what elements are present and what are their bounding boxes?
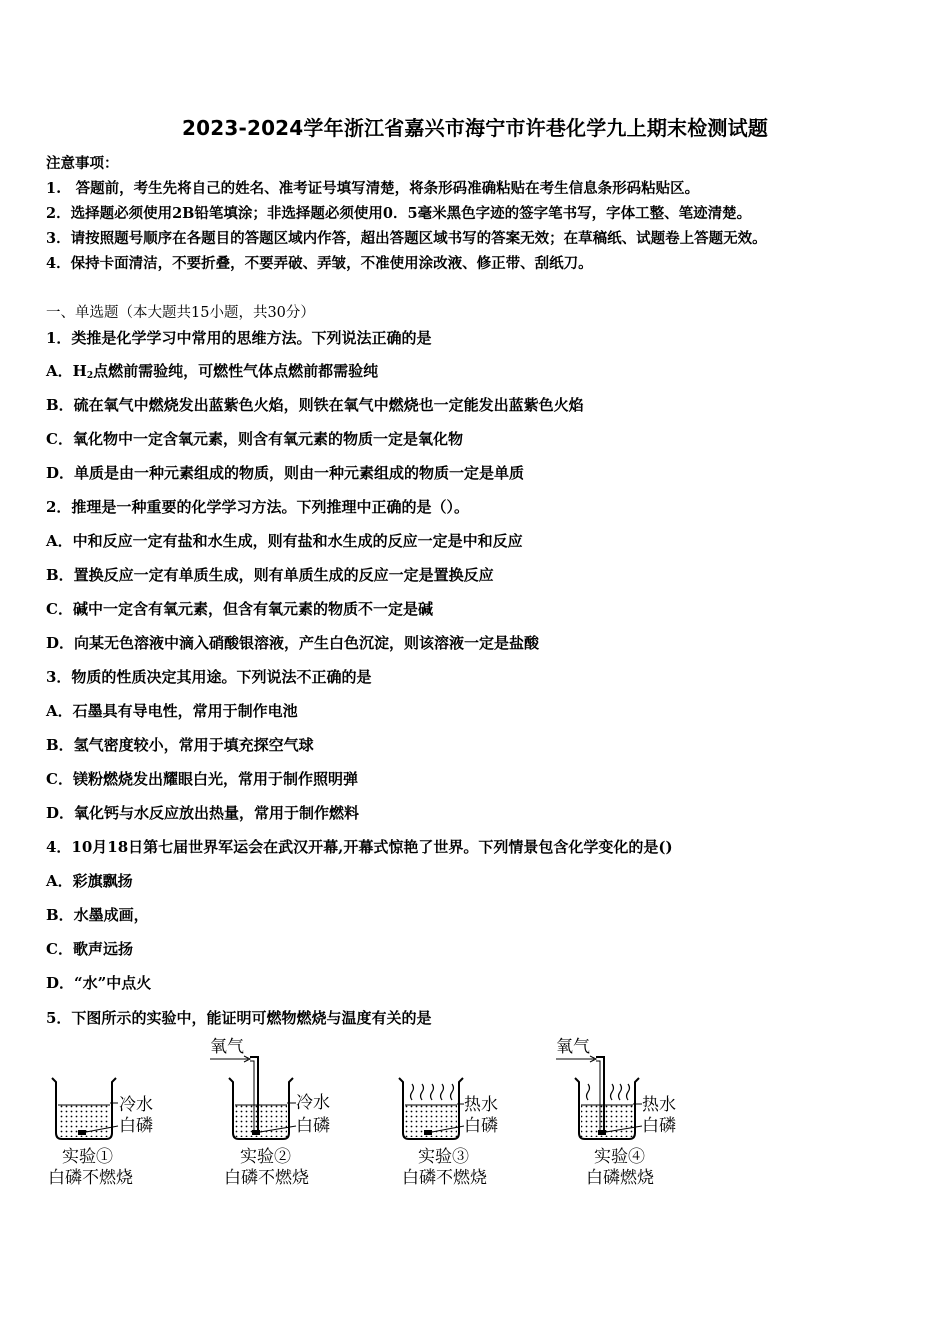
beaker-experiment-3 <box>399 1078 498 1188</box>
question-option: C．歌声远扬 <box>46 940 133 958</box>
water-label: 热水 <box>464 1095 498 1115</box>
question-option: A．$H_2$点燃前需验纯，可燃性气体点燃前都需验纯 <box>46 362 379 381</box>
steam-icon <box>587 1084 630 1100</box>
phosphorus-label: 白磷 <box>296 1116 330 1136</box>
oxygen-label: 氧气 <box>210 1037 244 1057</box>
page-title: 2023-2024学年浙江省嘉兴市海宁市许巷化学九上期末检测试题 <box>181 116 769 140</box>
question-option: B．置换反应一定有单质生成，则有单质生成的反应一定是置换反应 <box>46 566 494 584</box>
notice-item: 3．请按照题号顺序在各题目的答题区域内作答，超出答题区域书写的答案无效；在草稿纸、试题卷上答题无效。 <box>46 230 767 247</box>
white-phosphorus <box>78 1130 86 1135</box>
question-stem: 2．推理是一种重要的化学学习方法。下列推理中正确的是（）。 <box>46 498 469 516</box>
experiment-label: 实验① <box>62 1147 113 1167</box>
experiment-result: 白磷不燃烧 <box>48 1168 133 1188</box>
experiment-result: 白磷不燃烧 <box>224 1168 309 1188</box>
water-label: 热水 <box>642 1095 676 1115</box>
experiment-label: 实验② <box>240 1147 291 1167</box>
water-label: 冷水 <box>119 1095 153 1115</box>
question-option: B．氢气密度较小，常用于填充探空气球 <box>46 736 314 754</box>
white-phosphorus <box>424 1130 432 1135</box>
question-option: A．彩旗飘扬 <box>46 872 133 890</box>
experiment-label: 实验③ <box>418 1147 469 1167</box>
white-phosphorus <box>252 1130 260 1135</box>
question-option: D．氧化钙与水反应放出热量，常用于制作燃料 <box>46 804 360 822</box>
notice-item: 2．选择题必须使用2B铅笔填涂；非选择题必须使用0．5毫米黑色字迹的签字笔书写，字体工整、笔迹清楚。 <box>46 205 752 222</box>
beaker-experiment-4 <box>556 1037 676 1188</box>
question-option: C．镁粉燃烧发出耀眼白光，常用于制作照明弹 <box>46 770 358 788</box>
question-stem: 3．物质的性质决定其用途。下列说法不正确的是 <box>46 668 372 686</box>
question-option: A．中和反应一定有盐和水生成，则有盐和水生成的反应一定是中和反应 <box>46 532 523 550</box>
question-option: D．“水”中点火 <box>46 974 152 992</box>
question-stem: 1．类推是化学学习中常用的思维方法。下列说法正确的是 <box>46 329 432 347</box>
section-heading: 一、单选题（本大题共15小题，共30分） <box>46 305 315 321</box>
phosphorus-label: 白磷 <box>464 1116 498 1136</box>
notice-item: 4．保持卡面清洁，不要折叠，不要弄破、弄皱，不准使用涂改液、修正带、刮纸刀。 <box>46 255 593 272</box>
experiment-label: 实验④ <box>594 1147 645 1167</box>
question-option: A．石墨具有导电性，常用于制作电池 <box>46 702 298 720</box>
phosphorus-label: 白磷 <box>119 1116 153 1136</box>
white-phosphorus <box>598 1130 606 1135</box>
question-stem: 4．10月18日第七届世界军运会在武汉开幕,开幕式惊艳了世界。下列情景包含化学变化的是() <box>46 838 673 856</box>
question-option: B．水墨成画， <box>46 906 149 924</box>
question-option: C．碱中一定含有氧元素，但含有氧元素的物质不一定是碱 <box>46 600 433 618</box>
question-option: C．氧化物中一定含氧元素，则含有氧元素的物质一定是氧化物 <box>46 430 463 448</box>
oxygen-label: 氧气 <box>556 1037 590 1057</box>
question-option: D．单质是由一种元素组成的物质，则由一种元素组成的物质一定是单质 <box>46 464 525 482</box>
experiment-result: 白磷燃烧 <box>586 1168 654 1188</box>
question-stem: 5．下图所示的实验中，能证明可燃物燃烧与温度有关的是 <box>46 1009 432 1027</box>
experiment-result: 白磷不燃烧 <box>402 1168 487 1188</box>
notice-heading: 注意事项： <box>46 155 119 172</box>
notice-item: 1. 答题前，考生先将自己的姓名、准考证号填写清楚，将条形码准确粘贴在考生信息条形码粘贴区。 <box>46 180 700 197</box>
water-label: 冷水 <box>296 1093 330 1113</box>
beaker-experiment-1 <box>48 1078 153 1188</box>
phosphorus-label: 白磷 <box>642 1116 676 1136</box>
question-option: B．硫在氧气中燃烧发出蓝紫色火焰，则铁在氧气中燃烧也一定能发出蓝紫色火焰 <box>46 396 584 414</box>
steam-icon <box>411 1084 454 1100</box>
question-option: D．向某无色溶液中滴入硝酸银溶液，产生白色沉淀，则该溶液一定是盐酸 <box>46 634 540 652</box>
experiment-figure <box>0 1030 950 1200</box>
beaker-experiment-2 <box>210 1037 330 1188</box>
